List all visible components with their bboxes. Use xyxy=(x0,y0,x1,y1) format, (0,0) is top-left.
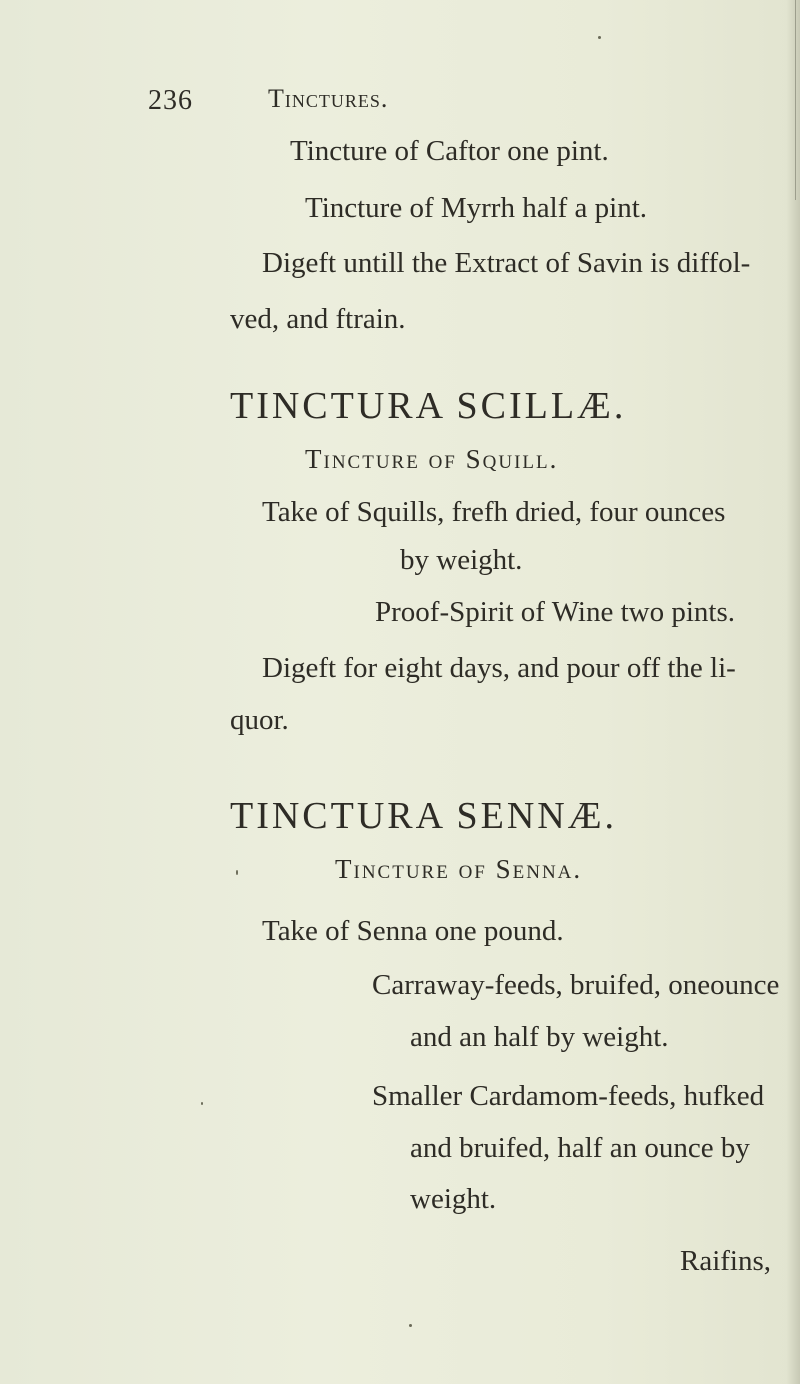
paper-speck xyxy=(409,1324,412,1327)
paper-speck xyxy=(598,36,601,39)
section-heading: TINCTURA SCILLÆ. xyxy=(230,385,627,427)
text-line: weight. xyxy=(410,1183,497,1215)
page-edge-shadow xyxy=(786,0,800,1384)
text-line: Proof-Spirit of Wine two pints. xyxy=(375,596,735,628)
page-edge-line xyxy=(795,0,796,200)
text-line: Digeft for eight days, and pour off the li- xyxy=(262,652,736,684)
text-line: quor. xyxy=(230,704,289,736)
text-line: by weight. xyxy=(400,544,523,576)
text-line: Smaller Cardamom-feeds, hufked xyxy=(372,1080,765,1112)
paper-speck xyxy=(236,870,238,875)
text-line: Tincture of Caftor one pint. xyxy=(290,135,609,167)
section-subheading: Tincture of Senna. xyxy=(335,854,583,884)
text-line: Tincture of Myrrh half a pint. xyxy=(305,192,648,224)
section-heading: TINCTURA SENNÆ. xyxy=(230,795,618,837)
text-line: Carraway-feeds, bruifed, oneounce xyxy=(372,969,780,1001)
section-subheading: Tincture of Squill. xyxy=(305,444,559,474)
text-line: Take of Senna one pound. xyxy=(262,915,564,947)
catchword: Raifins, xyxy=(680,1245,772,1277)
running-title: Tinctures. xyxy=(268,84,389,113)
text-line: and bruifed, half an ounce by xyxy=(410,1132,750,1164)
text-line: Digeft untill the Extract of Savin is diffol- xyxy=(262,247,751,279)
text-line: and an half by weight. xyxy=(410,1021,669,1053)
text-line: Take of Squills, frefh dried, four ounces xyxy=(262,496,726,528)
paper-speck xyxy=(201,1102,203,1105)
page-number: 236 xyxy=(148,85,193,116)
text-line: ved, and ftrain. xyxy=(230,303,406,335)
